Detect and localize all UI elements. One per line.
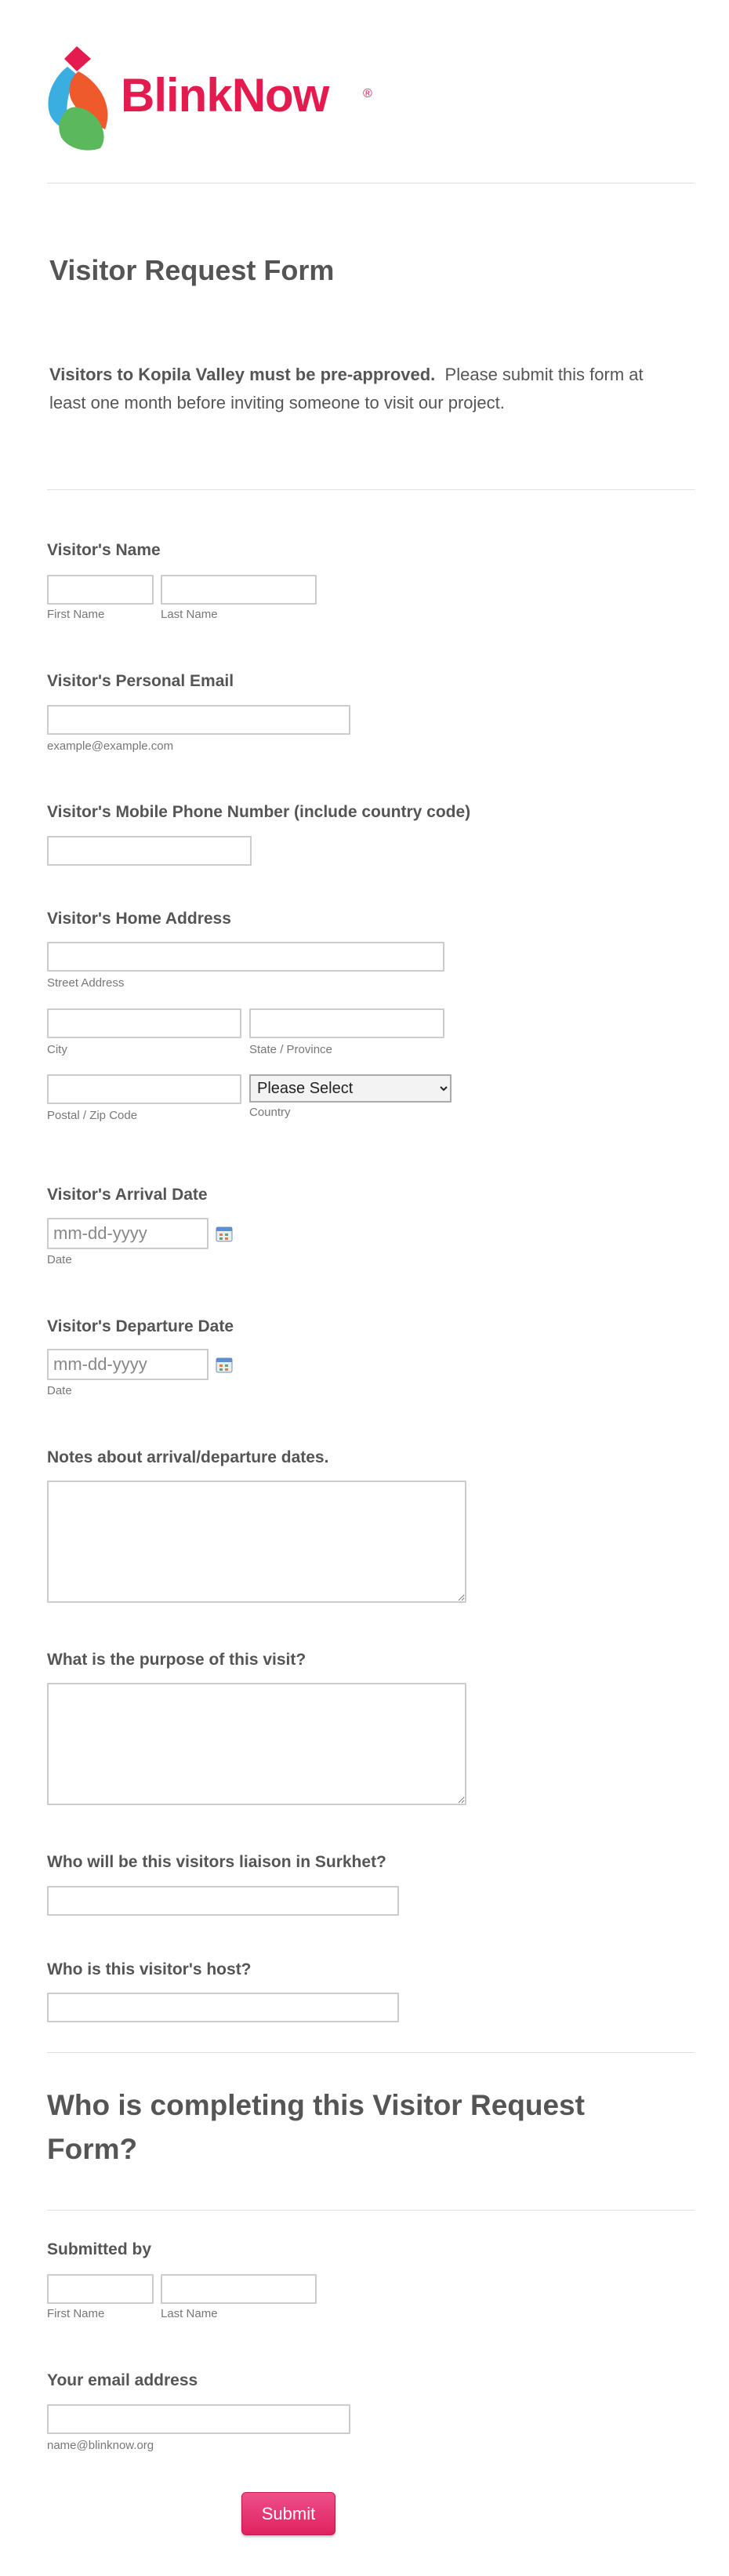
country-sublabel: Country — [249, 1106, 291, 1119]
visitor-phone-label: Visitor's Mobile Phone Number (include country code) — [47, 803, 471, 821]
country-select[interactable] — [249, 1074, 452, 1103]
departure-date-sublabel: Date — [47, 1384, 72, 1397]
visitor-phone-input[interactable] — [47, 836, 252, 866]
your-email-label: Your email address — [47, 2371, 198, 2389]
liaison-input[interactable] — [47, 1886, 399, 1916]
intro-text — [49, 361, 669, 417]
liaison-label: Who will be this visitors liaison in Surkhet? — [47, 1853, 386, 1871]
intro-body: Please submit this form at least one month before inviting someone to visit our project. — [49, 365, 644, 412]
blinknow-logo — [45, 43, 375, 153]
last-name-sublabel: Last Name — [161, 608, 218, 621]
submitter-first-name-input[interactable] — [47, 2274, 154, 2304]
divider — [47, 2052, 695, 2053]
blinknow-logo-icon — [45, 43, 116, 153]
visitor-address-label: Visitor's Home Address — [47, 910, 231, 928]
first-name-sublabel: First Name — [47, 608, 105, 621]
city-input[interactable] — [47, 1008, 241, 1038]
street-address-sublabel: Street Address — [47, 976, 125, 990]
calendar-icon[interactable] — [216, 1225, 233, 1242]
visitor-email-label: Visitor's Personal Email — [47, 672, 234, 690]
your-email-sublabel: name@blinknow.org — [47, 2439, 154, 2452]
host-input[interactable] — [47, 1993, 399, 2022]
completer-heading: Who is completing this Visitor Request Form? — [47, 2089, 585, 2165]
divider — [47, 489, 695, 490]
postal-code-input[interactable] — [47, 1074, 241, 1104]
host-label: Who is this visitor's host? — [47, 1960, 252, 1978]
email-sublabel: example@example.com — [47, 739, 174, 753]
submit-button[interactable]: Submit — [241, 2492, 335, 2535]
arrival-date-input[interactable] — [47, 1218, 209, 1249]
purpose-label: What is the purpose of this visit? — [47, 1651, 306, 1669]
brand-name: BlinkNow — [121, 69, 329, 122]
departure-date-input[interactable] — [47, 1349, 209, 1380]
street-address-input[interactable] — [47, 942, 444, 972]
state-sublabel: State / Province — [249, 1043, 332, 1056]
divider — [47, 2210, 695, 2211]
submitter-last-name-input[interactable] — [161, 2274, 317, 2304]
city-sublabel: City — [47, 1043, 67, 1056]
your-email-input[interactable] — [47, 2404, 350, 2434]
intro-bold: Visitors to Kopila Valley must be pre-approved. — [49, 365, 436, 384]
notes-textarea[interactable] — [47, 1481, 466, 1603]
postal-sublabel: Postal / Zip Code — [47, 1109, 138, 1122]
page-title: Visitor Request Form — [49, 254, 335, 286]
trademark-symbol: ® — [363, 87, 372, 100]
arrival-date-label: Visitor's Arrival Date — [47, 1186, 208, 1204]
calendar-icon[interactable] — [216, 1356, 233, 1373]
departure-date-label: Visitor's Departure Date — [47, 1317, 234, 1335]
notes-label: Notes about arrival/departure dates. — [47, 1448, 329, 1466]
arrival-date-sublabel: Date — [47, 1253, 72, 1266]
first-name-sublabel: First Name — [47, 2307, 105, 2320]
visitor-last-name-input[interactable] — [161, 575, 317, 605]
visitor-name-label: Visitor's Name — [47, 541, 161, 559]
state-input[interactable] — [249, 1008, 444, 1038]
purpose-textarea[interactable] — [47, 1683, 466, 1805]
submitted-by-label: Submitted by — [47, 2240, 152, 2258]
last-name-sublabel: Last Name — [161, 2307, 218, 2320]
visitor-first-name-input[interactable] — [47, 575, 154, 605]
visitor-email-input[interactable] — [47, 705, 350, 735]
